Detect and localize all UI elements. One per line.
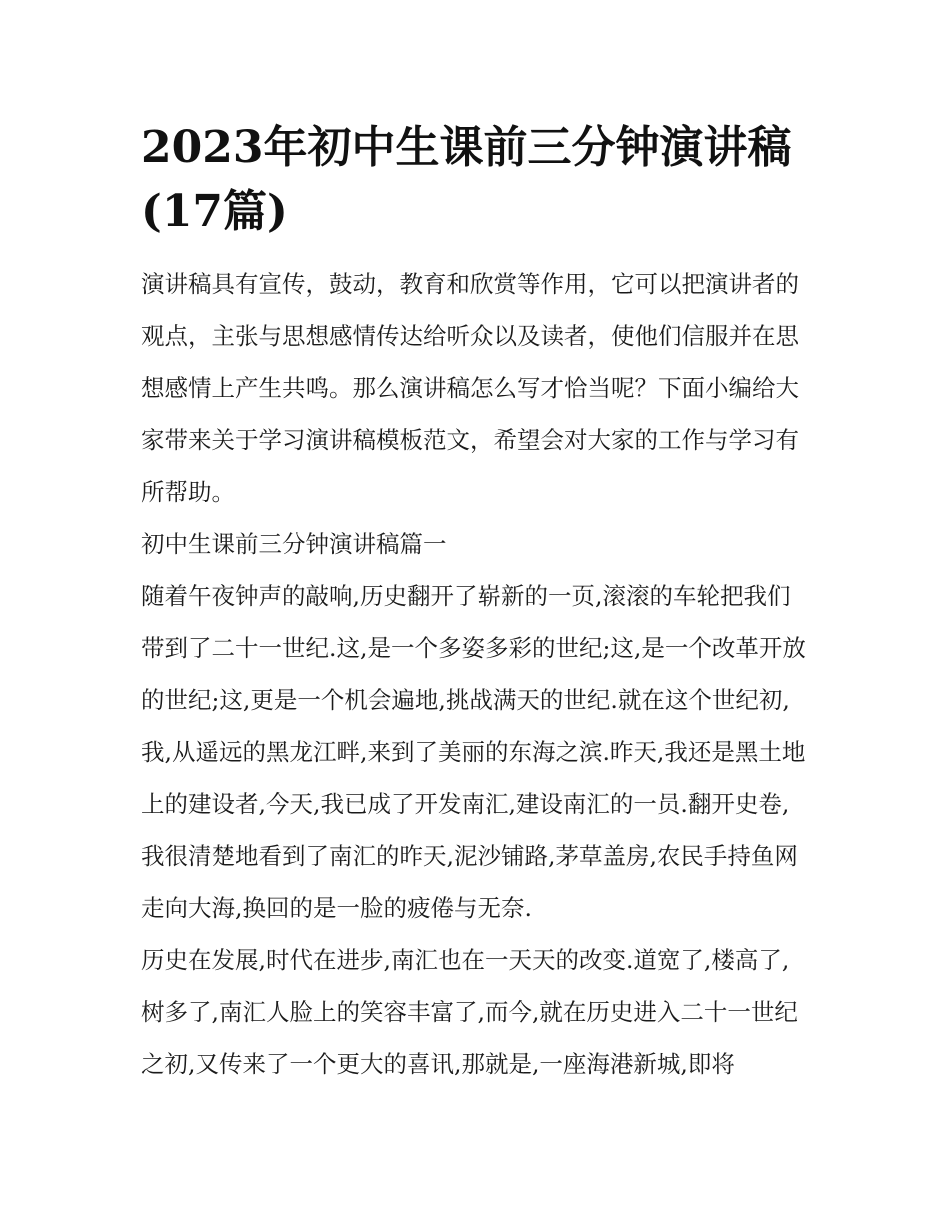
body-paragraph: 随着午夜钟声的敲响,历史翻开了崭新的一页,滚滚的车轮把我们带到了二十一世纪.这,是一个多姿多彩的世纪;这,是一个改革开放的世纪;这,更是一个机会遍地,挑战满天的世纪.就在这个世纪初,我,从遥远的黑龙江畔,来到了美丽的东海之滨.昨天,我还是黑土地上的建设者,今天,我已成了开发南汇,建设南汇的一员.翻开史卷,我很清楚地看到了南汇的昨天,泥沙铺路,茅草盖房,农民手持鱼网走向大海,换回的是一脸的疲倦与无奈. — [141, 582, 806, 922]
intro-paragraph: 演讲稿具有宣传，鼓动，教育和欣赏等作用，它可以把演讲者的观点，主张与思想感情传达给听众以及读者，使他们信服并在思想感情上产生共鸣。那么演讲稿怎么写才恰当呢？下面小编给大家带来关于学习演讲稿模板范文，希望会对大家的工作与学习有所帮助。 — [141, 270, 799, 506]
document-body — [141, 116, 811, 1090]
body-paragraph: 历史在发展,时代在进步,南汇也在一天天的改变.道宽了,楼高了,树多了,南汇人脸上的笑容丰富了,而今,就在历史进入二十一世纪之初,又传来了一个更大的喜讯,那就是,一座海港新城,即将 — [141, 946, 798, 1078]
document-title: 2023年初中生课前三分钟演讲稿(17篇) — [141, 122, 792, 237]
section-heading: 初中生课前三分钟演讲稿篇一 — [141, 530, 447, 558]
